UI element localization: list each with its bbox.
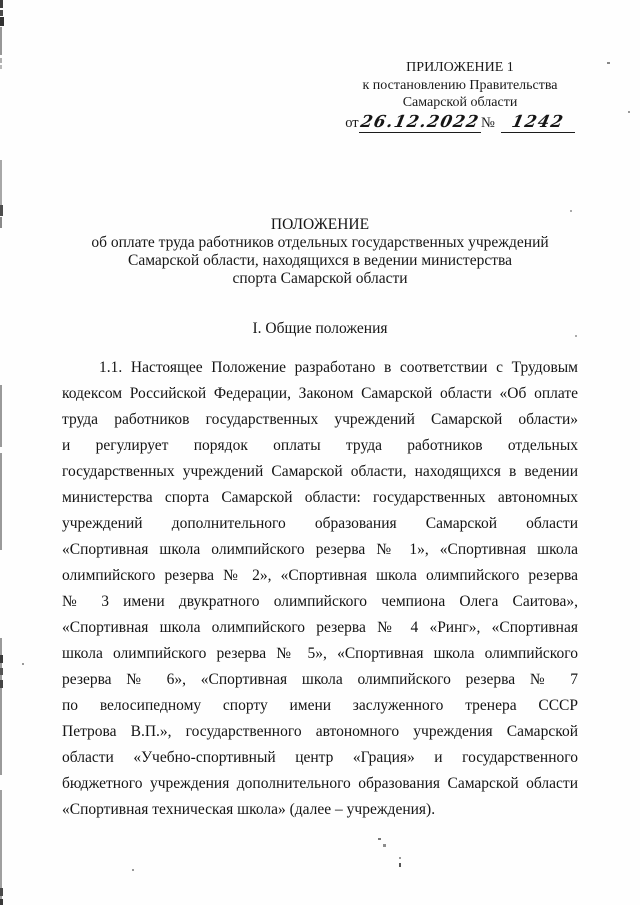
document-title-block (0, 216, 640, 288)
handwritten-number-underline (501, 113, 575, 133)
paragraph-line: и регулирует порядок оплаты труда работников отдельных (62, 437, 578, 454)
paragraph-line: области «Учебно-спортивный центр «Грация» и государственного (62, 749, 578, 766)
paragraph-line: труда работников государственных учреждений Самарской области» (62, 411, 578, 428)
handwritten-date: 26.12.2022 (358, 111, 482, 131)
paragraph-line: государственных учреждений Самарской области, находящихся в ведении (62, 463, 578, 480)
paragraph-line: школа олимпийского резерва № 5», «Спортивная школа олимпийского (62, 645, 578, 662)
date-prefix: от (345, 115, 359, 131)
scan-edge-mark (0, 10, 3, 16)
scan-speck (570, 210, 572, 212)
scan-speck (399, 863, 401, 867)
paragraph-line: «Спортивная техническая школа» (далее – учреждения). (62, 801, 436, 818)
handwritten-number: 1242 (509, 111, 566, 131)
date-number-line (345, 111, 570, 133)
header-resolution-line: к постановлению Правительства (362, 77, 558, 93)
scan-speck (378, 838, 381, 840)
paragraph-line: «Спортивная школа олимпийского резерва № 1», «Спортивная школа (62, 541, 578, 558)
scan-edge-mark (0, 217, 2, 228)
title-line: об оплате труда работников отдельных государственных учреждений (91, 234, 549, 251)
scan-edge-mark (0, 453, 2, 550)
scan-edge-mark (0, 65, 2, 69)
paragraph-line: бюджетного учреждения дополнительного образования Самарской области (62, 775, 578, 792)
paragraph-line: резерва № 6», «Спортивная школа олимпийского резерва № 7 (62, 671, 578, 688)
paragraph-line: по велосипедному спорту имени заслуженного тренера СССР (62, 697, 578, 714)
scan-speck (575, 335, 577, 337)
scan-edge-mark (0, 27, 2, 55)
scan-edge-mark (0, 58, 2, 63)
paragraph-line: № 3 имени двукратного олимпийского чемпиона Олега Саитова», (62, 593, 578, 610)
paragraph-line: 1.1. Настоящее Положение разработано в соответствии с Трудовым (99, 359, 578, 376)
scan-speck (628, 111, 630, 113)
scan-edge-mark (0, 160, 2, 205)
scan-edge-mark (0, 899, 3, 905)
document-title: ПОЛОЖЕНИЕ (270, 216, 370, 233)
scan-edge-mark (0, 680, 3, 688)
paragraph-line: учреждений дополнительного образования Самарской области (62, 515, 578, 532)
scan-edge-mark (0, 655, 3, 663)
paragraph-line: министерства спорта Самарской области: государственных автономных (62, 489, 578, 506)
scan-speck (22, 663, 24, 665)
paragraph-line: «Спортивная школа олимпийского резерва № 4 «Ринг», «Спортивная (62, 619, 578, 636)
scan-speck (132, 869, 134, 871)
scan-edge-mark (0, 385, 2, 447)
section-heading: I. Общие положения (252, 320, 388, 337)
scan-edge-mark (0, 205, 3, 216)
appendix-label: ПРИЛОЖЕНИЕ 1 (406, 60, 514, 75)
paragraph-line: олимпийского резерва № 2», «Спортивная школа олимпийского резерва (62, 567, 578, 584)
paragraph-1-1 (62, 355, 578, 823)
scan-speck (383, 844, 386, 847)
handwritten-date-underline (359, 113, 481, 133)
appendix-header (345, 59, 570, 133)
scan-speck (399, 857, 401, 859)
scan-edge-mark (0, 668, 3, 675)
paragraph-line: Петрова В.П.», государственного автономного учреждения Самарской (62, 723, 578, 740)
title-line: Самарской области, находящихся в ведении министерства (128, 252, 512, 269)
scan-edge-mark (0, 0, 3, 8)
header-region-line: Самарской области (402, 95, 518, 110)
scan-edge-mark (0, 888, 3, 896)
scan-edge-mark (0, 17, 4, 26)
number-sign: № (480, 115, 495, 131)
paragraph-line: кодексом Российской Федерации, Законом Самарской области «Об оплате (62, 385, 578, 402)
scan-speck (607, 62, 610, 64)
title-line: спорта Самарской области (232, 270, 408, 287)
